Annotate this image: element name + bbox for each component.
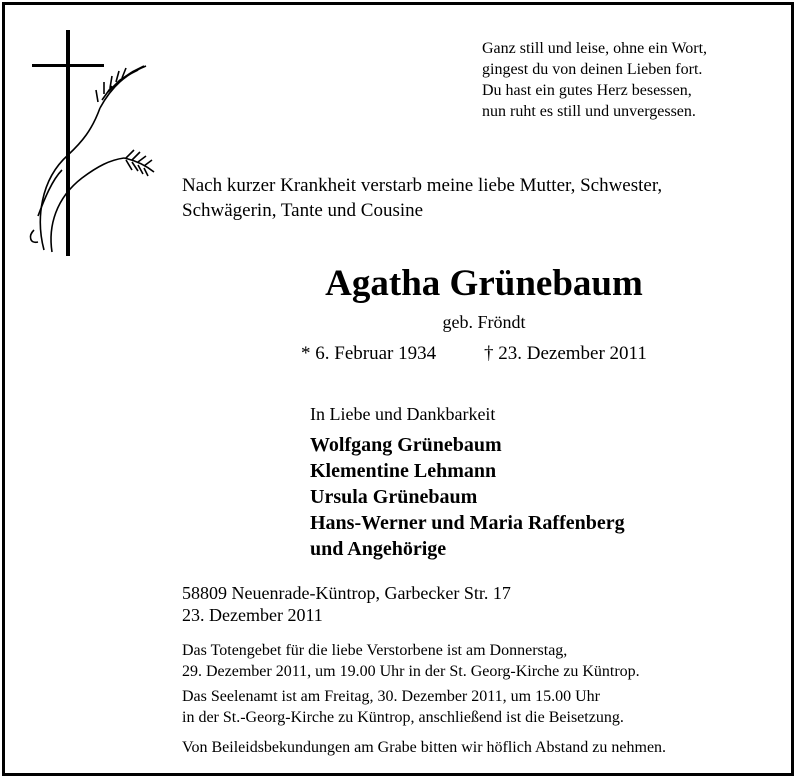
mourner-name: und Angehörige [310, 538, 447, 560]
address-block [182, 582, 511, 626]
poem-line: Du hast ein gutes Herz besessen, [482, 82, 692, 99]
notice-line: Das Totengebet für die liebe Verstorbene ist am Donnerstag, [182, 642, 568, 659]
prayer-notice [182, 640, 640, 682]
address-line: 58809 Neuenrade-Küntrop, Garbecker Str. 17 [182, 583, 511, 603]
notice-line: in der St.-Georg-Kirche zu Küntrop, anschließend ist die Beisetzung. [182, 709, 624, 726]
notice-line: 29. Dezember 2011, um 19.00 Uhr in der St. Georg-Kirche zu Küntrop. [182, 663, 640, 680]
intro-line: Schwägerin, Tante und Cousine [182, 200, 424, 221]
cross-icon [32, 30, 104, 256]
mourner-name: Wolfgang Grünebaum [310, 434, 502, 456]
mourner-name: Hans-Werner und Maria Raffenberg [310, 512, 625, 534]
birth-date: * 6. Februar 1934 [301, 343, 437, 364]
wheat-icon [31, 66, 154, 252]
poem-line: nun ruht es still und unvergessen. [482, 103, 696, 120]
deceased-name: Agatha Grünebaum [325, 263, 643, 304]
cross-wheat-icon [22, 30, 162, 260]
poem-line: Ganz still und leise, ohne ein Wort, [482, 40, 708, 57]
mourners-list [310, 432, 625, 562]
mourner-name: Klementine Lehmann [310, 460, 497, 482]
death-date: † 23. Dezember 2011 [484, 343, 647, 364]
intro-line: Nach kurzer Krankheit verstarb meine liebe Mutter, Schwester, [182, 175, 663, 196]
born-name: geb. Fröndt [442, 312, 526, 332]
notice-line: Das Seelenamt ist am Freitag, 30. Dezember 2011, um 15.00 Uhr [182, 688, 600, 705]
poem-line: gingest du von deinen Lieben fort. [482, 61, 703, 78]
mourners-intro: In Liebe und Dankbarkeit [310, 404, 496, 424]
poem [482, 38, 707, 122]
address-date: 23. Dezember 2011 [182, 605, 323, 625]
mourner-name: Ursula Grünebaum [310, 486, 478, 508]
intro-text [182, 173, 662, 223]
condolences-notice: Von Beileidsbekundungen am Grabe bitten wir höflich Abstand zu nehmen. [182, 739, 667, 756]
mass-notice [182, 686, 624, 728]
